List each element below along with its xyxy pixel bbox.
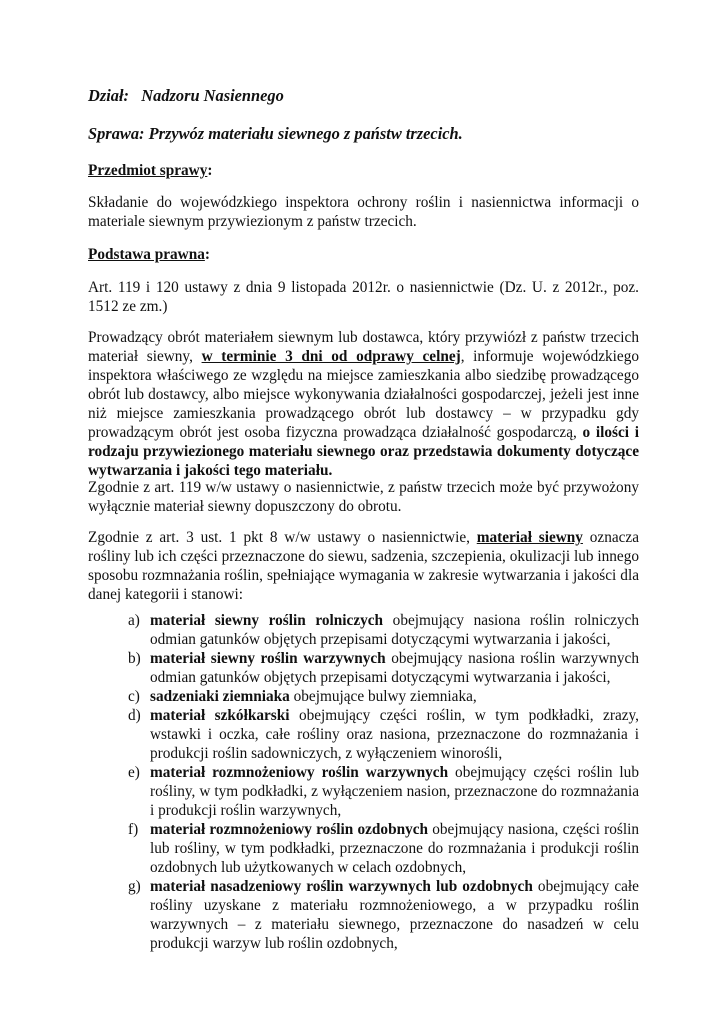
list-item-term: materiał nasadzeniowy roślin warzywnych lub ozdobnych xyxy=(150,878,533,895)
definition-paragraph xyxy=(88,528,639,604)
list-item-text: obejmujący nasiona roślin warzywnych odmian gatunków objętych przepisami dotyczącymi wytwarzania i jakości, xyxy=(150,650,639,686)
list-marker: d) xyxy=(128,707,141,724)
list-item xyxy=(88,649,639,687)
list-item-text: obejmujące bulwy ziemniaka, xyxy=(289,688,477,705)
list-marker: e) xyxy=(128,764,140,781)
material-siewny-emphasis: materiał siewny xyxy=(476,529,583,546)
obligation-text-c: , informuje wojewódzkiego inspektora właściwego ze względu na miejsce zamieszkania albo siedzibę prowadzącego obrót lub dostawcy, albo miejsce wykonywania działalności gospodarczej, jeżeli jest inne niż miejsce zamieszkania prowadzącego obrót lub dostawcy – w przypadku gdy prowadzącym obrót jest osoba fizyczna prowadząca działalność gospodarczą, xyxy=(88,348,639,441)
list-item xyxy=(88,820,639,877)
list-item xyxy=(88,611,639,649)
podstawa-heading-colon: : xyxy=(204,246,210,263)
przedmiot-heading-text: Przedmiot sprawy xyxy=(88,162,208,179)
definition-text-c: oznacza rośliny lub ich części przeznaczone do siewu, sadzenia, szczepienia, okulizacji lub innego sposobu rozmnażania roślin, spełniające wymagania w zakresie wytwarzania i jakości dla danej kategorii i stanowi: xyxy=(88,529,639,603)
list-item-term: sadzeniaki ziemniaka xyxy=(150,688,290,705)
list-item-term: materiał szkółkarski xyxy=(150,707,290,724)
list-item-text: obejmujący całe rośliny uzyskane z materiału rozmnożeniowego, a w przypadku roślin warzywnych – z materiału siewnego, przeznaczone do nasadzeń w celu produkcji warzyw lub roślin ozdobnych, xyxy=(150,878,639,952)
list-item-text: obejmujący części roślin lub rośliny, w tym podkładki, z wyłączeniem nasion, przeznaczone do rozmnażania i produkcji roślin warzywnych, xyxy=(150,764,639,819)
quantity-emphasis: o ilości i rodzaju przywiezionego materiału siewnego oraz przedstawia dokumenty dotyczące wytwarzania i jakości tego materiału. xyxy=(88,424,639,479)
list-item-term: materiał siewny roślin rolniczych xyxy=(150,612,384,629)
list-marker: b) xyxy=(128,650,141,667)
obligation-paragraph xyxy=(88,328,639,480)
obligation-text-a: Prowadzący obrót materiałem siewnym lub dostawca, który przywiózł z państw trzecich materiał siewny, xyxy=(88,329,639,365)
list-item-term: materiał siewny roślin warzywnych xyxy=(150,650,386,667)
list-item-text: obejmujący nasiona, części roślin lub rośliny, w tym podkładki, przeznaczone do rozmnażania i produkcji roślin ozdobnych lub użytkowanych w celach ozdobnych, xyxy=(150,821,639,876)
art119-paragraph: Zgodnie z art. 119 w/w ustawy o nasiennictwie, z państw trzecich może być przywożony wyłącznie materiał siewny dopuszczony do obrotu. xyxy=(88,479,639,515)
list-item-text: obejmujący nasiona roślin rolniczych odmian gatunków objętych przepisami dotyczącymi wytwarzania i jakości, xyxy=(150,612,639,648)
list-marker: f) xyxy=(128,821,139,838)
list-item xyxy=(88,706,639,763)
deadline-emphasis: w terminie 3 dni od odprawy celnej xyxy=(201,348,461,365)
list-item-term: materiał rozmnożeniowy roślin ozdobnych xyxy=(150,821,429,838)
dzial-label: Dział: xyxy=(88,86,129,105)
podstawa-heading xyxy=(88,245,210,264)
list-marker: a) xyxy=(128,612,140,629)
dzial-value: Nadzoru Nasiennego xyxy=(141,86,284,105)
list-item xyxy=(88,877,639,953)
podstawa-heading-text: Podstawa prawna xyxy=(88,246,205,263)
przedmiot-heading-colon: : xyxy=(207,162,213,179)
przedmiot-text: Składanie do wojewódzkiego inspektora ochrony roślin i nasiennictwa informacji o materiale siewnym przywiezionym z państw trzecich. xyxy=(88,194,639,230)
list-item xyxy=(88,687,639,706)
categories-list xyxy=(88,611,639,953)
definition-text-a: Zgodnie z art. 3 ust. 1 pkt 8 w/w ustawy o nasiennictwie, xyxy=(88,529,477,546)
legal-basis-paragraph: Art. 119 i 120 ustawy z dnia 9 listopada 2012r. o nasiennictwie (Dz. U. z 2012r., poz. 1512 ze zm.) xyxy=(88,279,639,315)
sprawa-heading: Sprawa: Przywóz materiału siewnego z państw trzecich. xyxy=(88,124,463,143)
przedmiot-heading xyxy=(88,161,212,180)
dzial-heading xyxy=(88,86,284,105)
list-item-text: obejmujący części roślin, w tym podkładki, zrazy, wstawki i oczka, całe rośliny oraz nasiona, przeznaczone do rozmnażania i produkcji roślin sadowniczych, z wyłączeniem winorośli, xyxy=(150,707,640,762)
list-item xyxy=(88,763,639,820)
list-marker: c) xyxy=(128,688,140,705)
list-marker: g) xyxy=(128,878,141,895)
list-item-term: materiał rozmnożeniowy roślin warzywnych xyxy=(150,764,449,781)
